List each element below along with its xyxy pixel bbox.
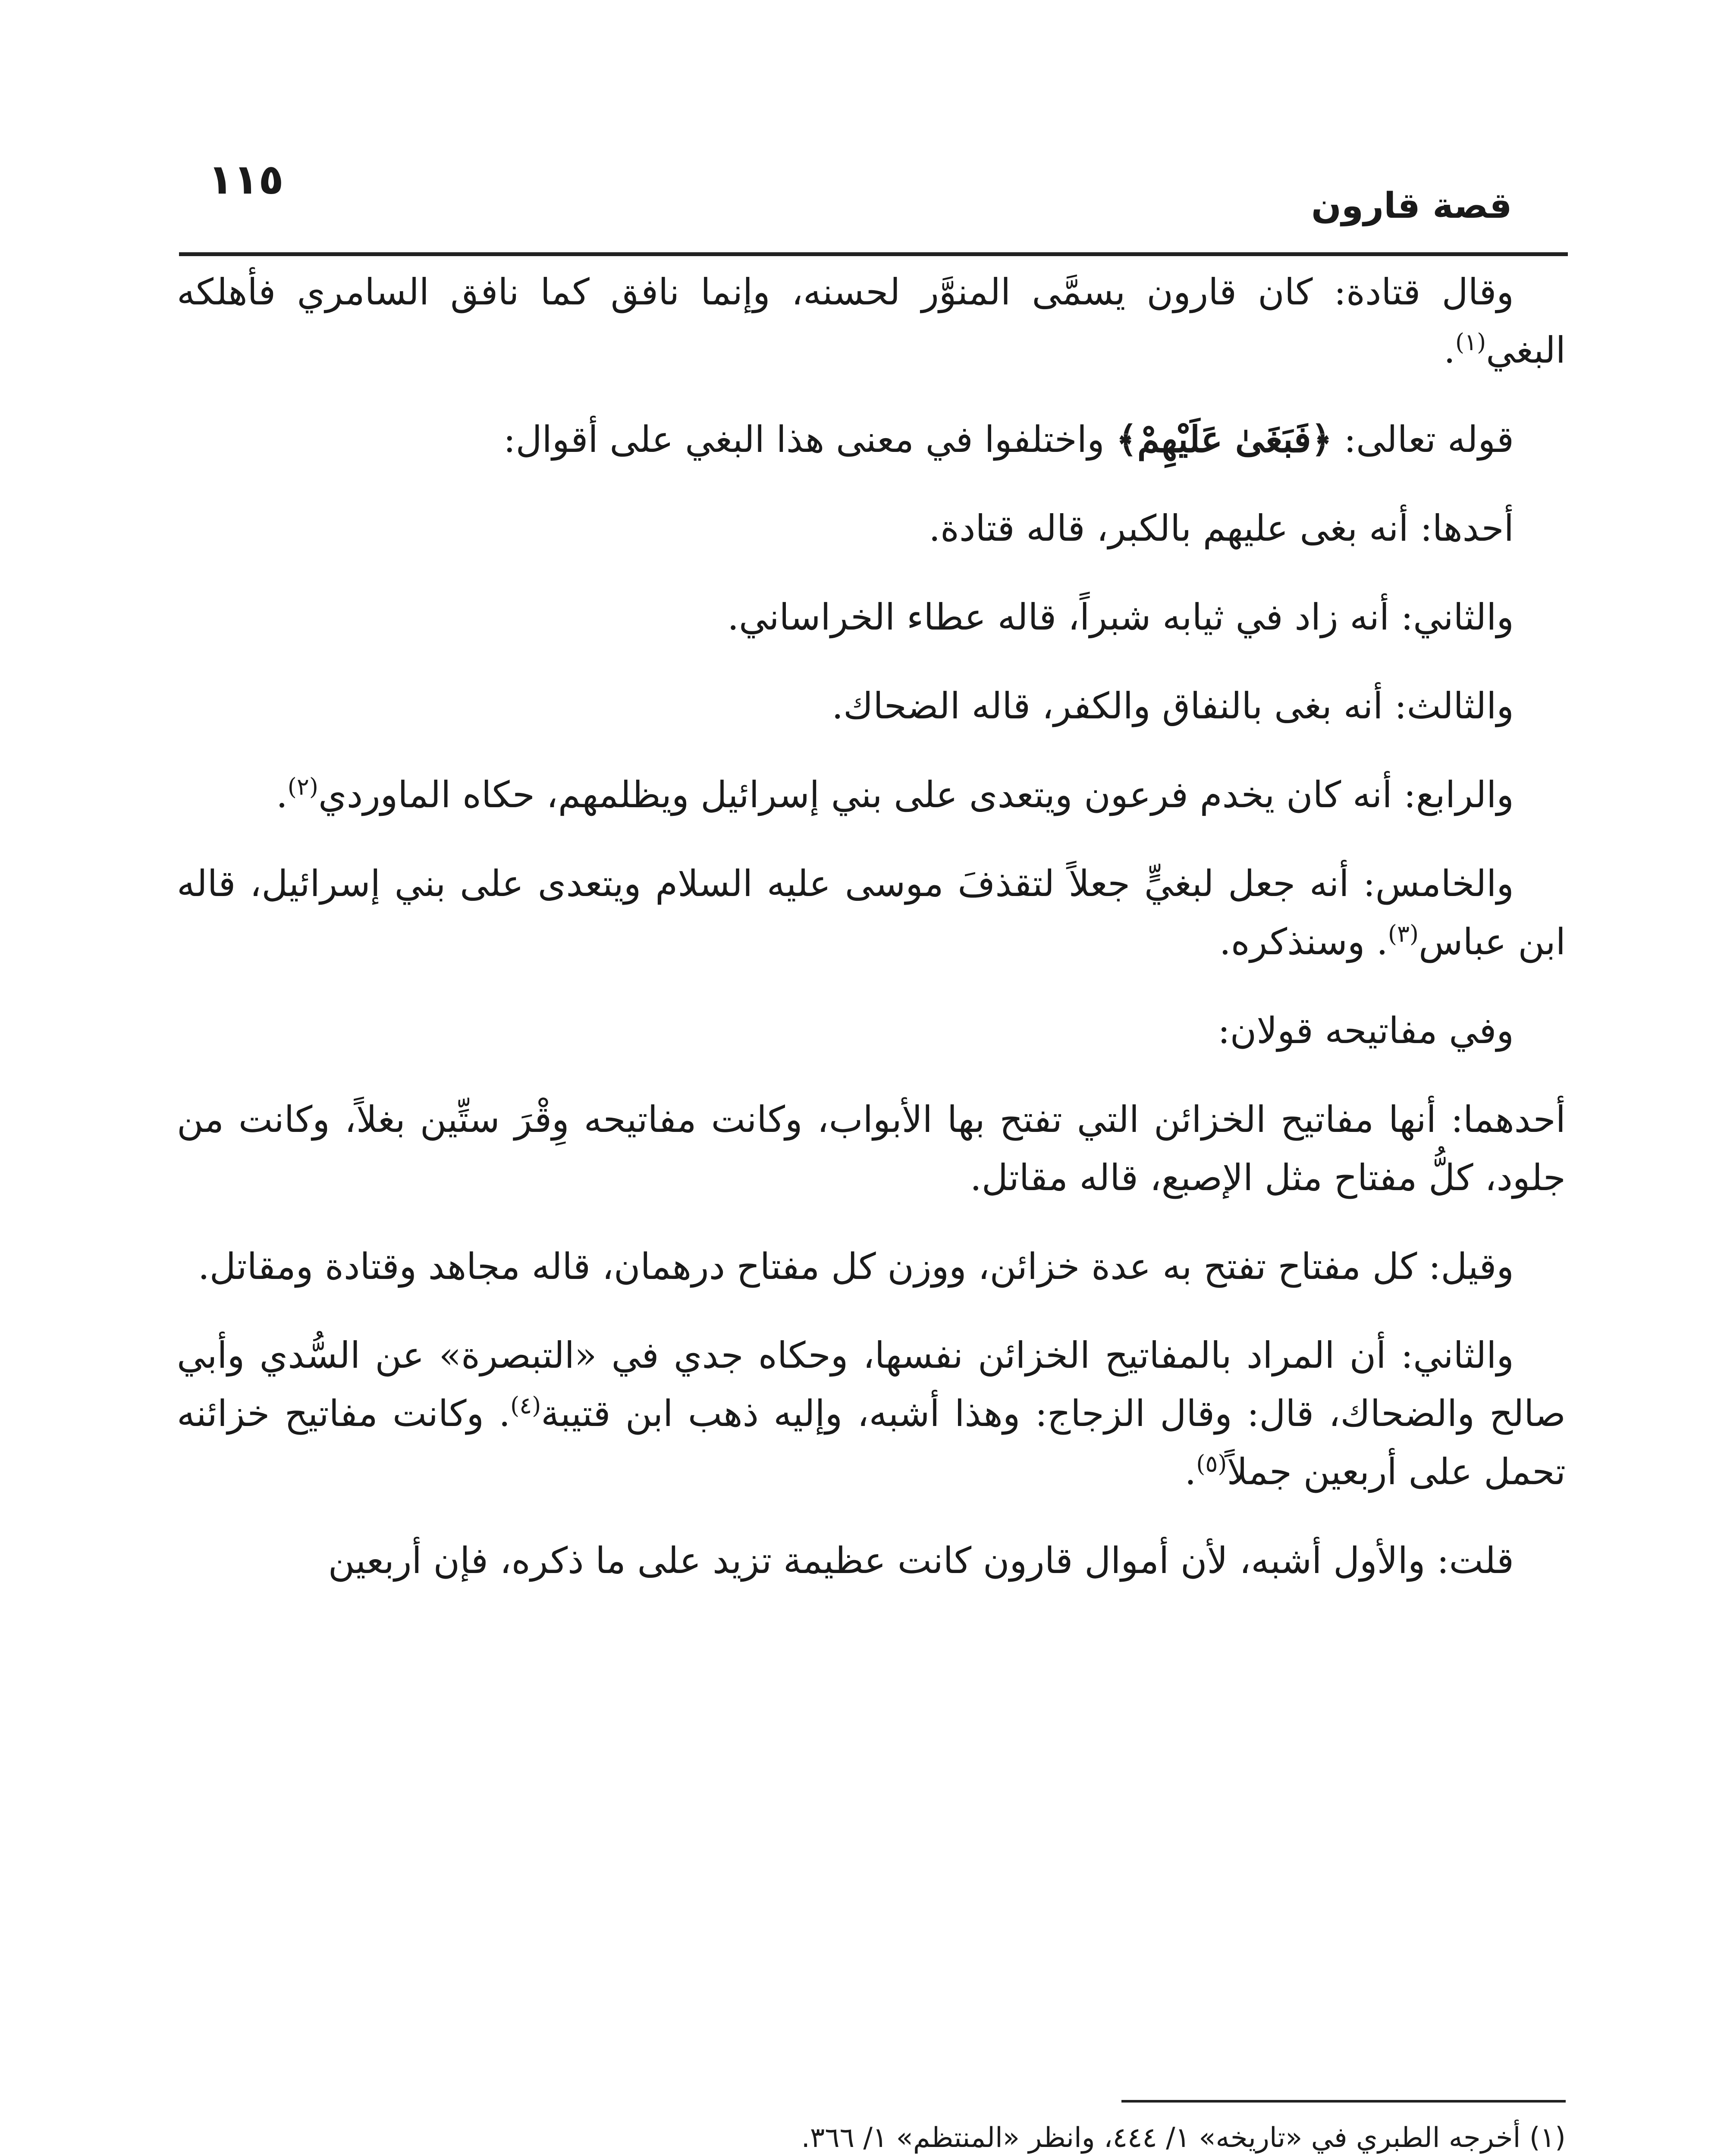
paragraph <box>177 855 1566 971</box>
header-divider <box>179 252 1568 256</box>
paragraph-text: واختلفوا في معنى هذا البغي على أقوال: <box>503 418 1116 461</box>
paragraph <box>177 263 1566 379</box>
paragraph-tail: . وكانت مفاتيح خزائنه تحمل على أربعين جملاً <box>177 1392 1566 1493</box>
paragraph-prefix: قوله تعالى: <box>1332 418 1514 461</box>
footnote-marker: (١) <box>1455 329 1486 356</box>
paragraph-tail: . <box>1444 329 1455 371</box>
footnote-divider <box>1121 2100 1566 2103</box>
footnote-marker: (٥) <box>1196 1450 1227 1477</box>
paragraph <box>177 1326 1566 1501</box>
quran-quote: ﴿فَبَغَىٰ عَلَيْهِمْ﴾ <box>1116 418 1333 461</box>
main-text <box>177 263 1566 1620</box>
footnote-marker: (٤) <box>510 1392 541 1419</box>
paragraph-text: وفي مفاتيحه قولان: <box>1218 1009 1514 1052</box>
page-number: ١١٥ <box>208 155 284 204</box>
paragraph <box>177 766 1566 824</box>
paragraph <box>177 410 1566 469</box>
footnote-marker: (٢) <box>287 773 318 800</box>
paragraph-text: وقيل: كل مفتاح تفتح به عدة خزائن، ووزن كل مفتاح درهمان، قاله مجاهد وقتادة ومقاتل. <box>198 1245 1514 1288</box>
paragraph-text: والثاني: أن المراد بالمفاتيح الخزائن نفسها، وحكاه جدي في «التبصرة» عن السُّدي وأبي صالح والضحاك، قال: وقال الزجاج: وهذا أشبه، وإليه ذهب ابن قتيبة <box>177 1334 1566 1435</box>
paragraph-text: والثاني: أنه زاد في ثيابه شبراً، قاله عطاء الخراساني. <box>727 596 1514 638</box>
running-header-title: قصة قارون <box>1311 185 1512 226</box>
paragraph <box>177 588 1566 646</box>
paragraph <box>177 1002 1566 1060</box>
paragraph <box>177 1238 1566 1296</box>
footnote-marker: (٣) <box>1388 920 1419 947</box>
footnote: (١) أخرجه الطبري في «تاريخه» ١/ ٤٤٤، وانظر «المنتظم» ١/ ٣٦٦. <box>801 2122 1566 2154</box>
paragraph <box>177 1091 1566 1207</box>
paragraph-text: والثالث: أنه بغى بالنفاق والكفر، قاله الضحاك. <box>832 685 1514 727</box>
paragraph-tail: . وسنذكره. <box>1219 921 1388 963</box>
paragraph-text: أحدها: أنه بغى عليهم بالكبر، قاله قتادة. <box>929 507 1514 549</box>
paragraph <box>177 677 1566 735</box>
paragraph <box>177 1532 1566 1590</box>
paragraph-text: أحدهما: أنها مفاتيح الخزائن التي تفتح بها الأبواب، وكانت مفاتيحه وِقْرَ ستِّين بغلاً، وكانت من جلود، كلُّ مفتاح مثل الإصبع، قاله مقاتل. <box>177 1098 1566 1199</box>
paragraph <box>177 499 1566 558</box>
footnotes <box>177 2113 1566 2156</box>
paragraph-text: والخامس: أنه جعل لبغيٍّ جعلاً لتقذفَ موسى عليه السلام ويتعدى على بني إسرائيل، قاله ابن عباس <box>177 862 1566 963</box>
paragraph-text: والرابع: أنه كان يخدم فرعون ويتعدى على بني إسرائيل ويظلمهم، حكاه الماوردي <box>318 774 1514 816</box>
paragraph-text: وقال قتادة: كان قارون يسمَّى المنوَّر لحسنه، وإنما نافق كما نافق السامري فأهلكه البغي <box>177 271 1566 371</box>
paragraph-tail: . <box>1184 1451 1196 1493</box>
paragraph-tail: . <box>276 774 288 816</box>
paragraph-text: قلت: والأول أشبه، لأن أموال قارون كانت عظيمة تزيد على ما ذكره، فإن أربعين <box>328 1539 1514 1582</box>
